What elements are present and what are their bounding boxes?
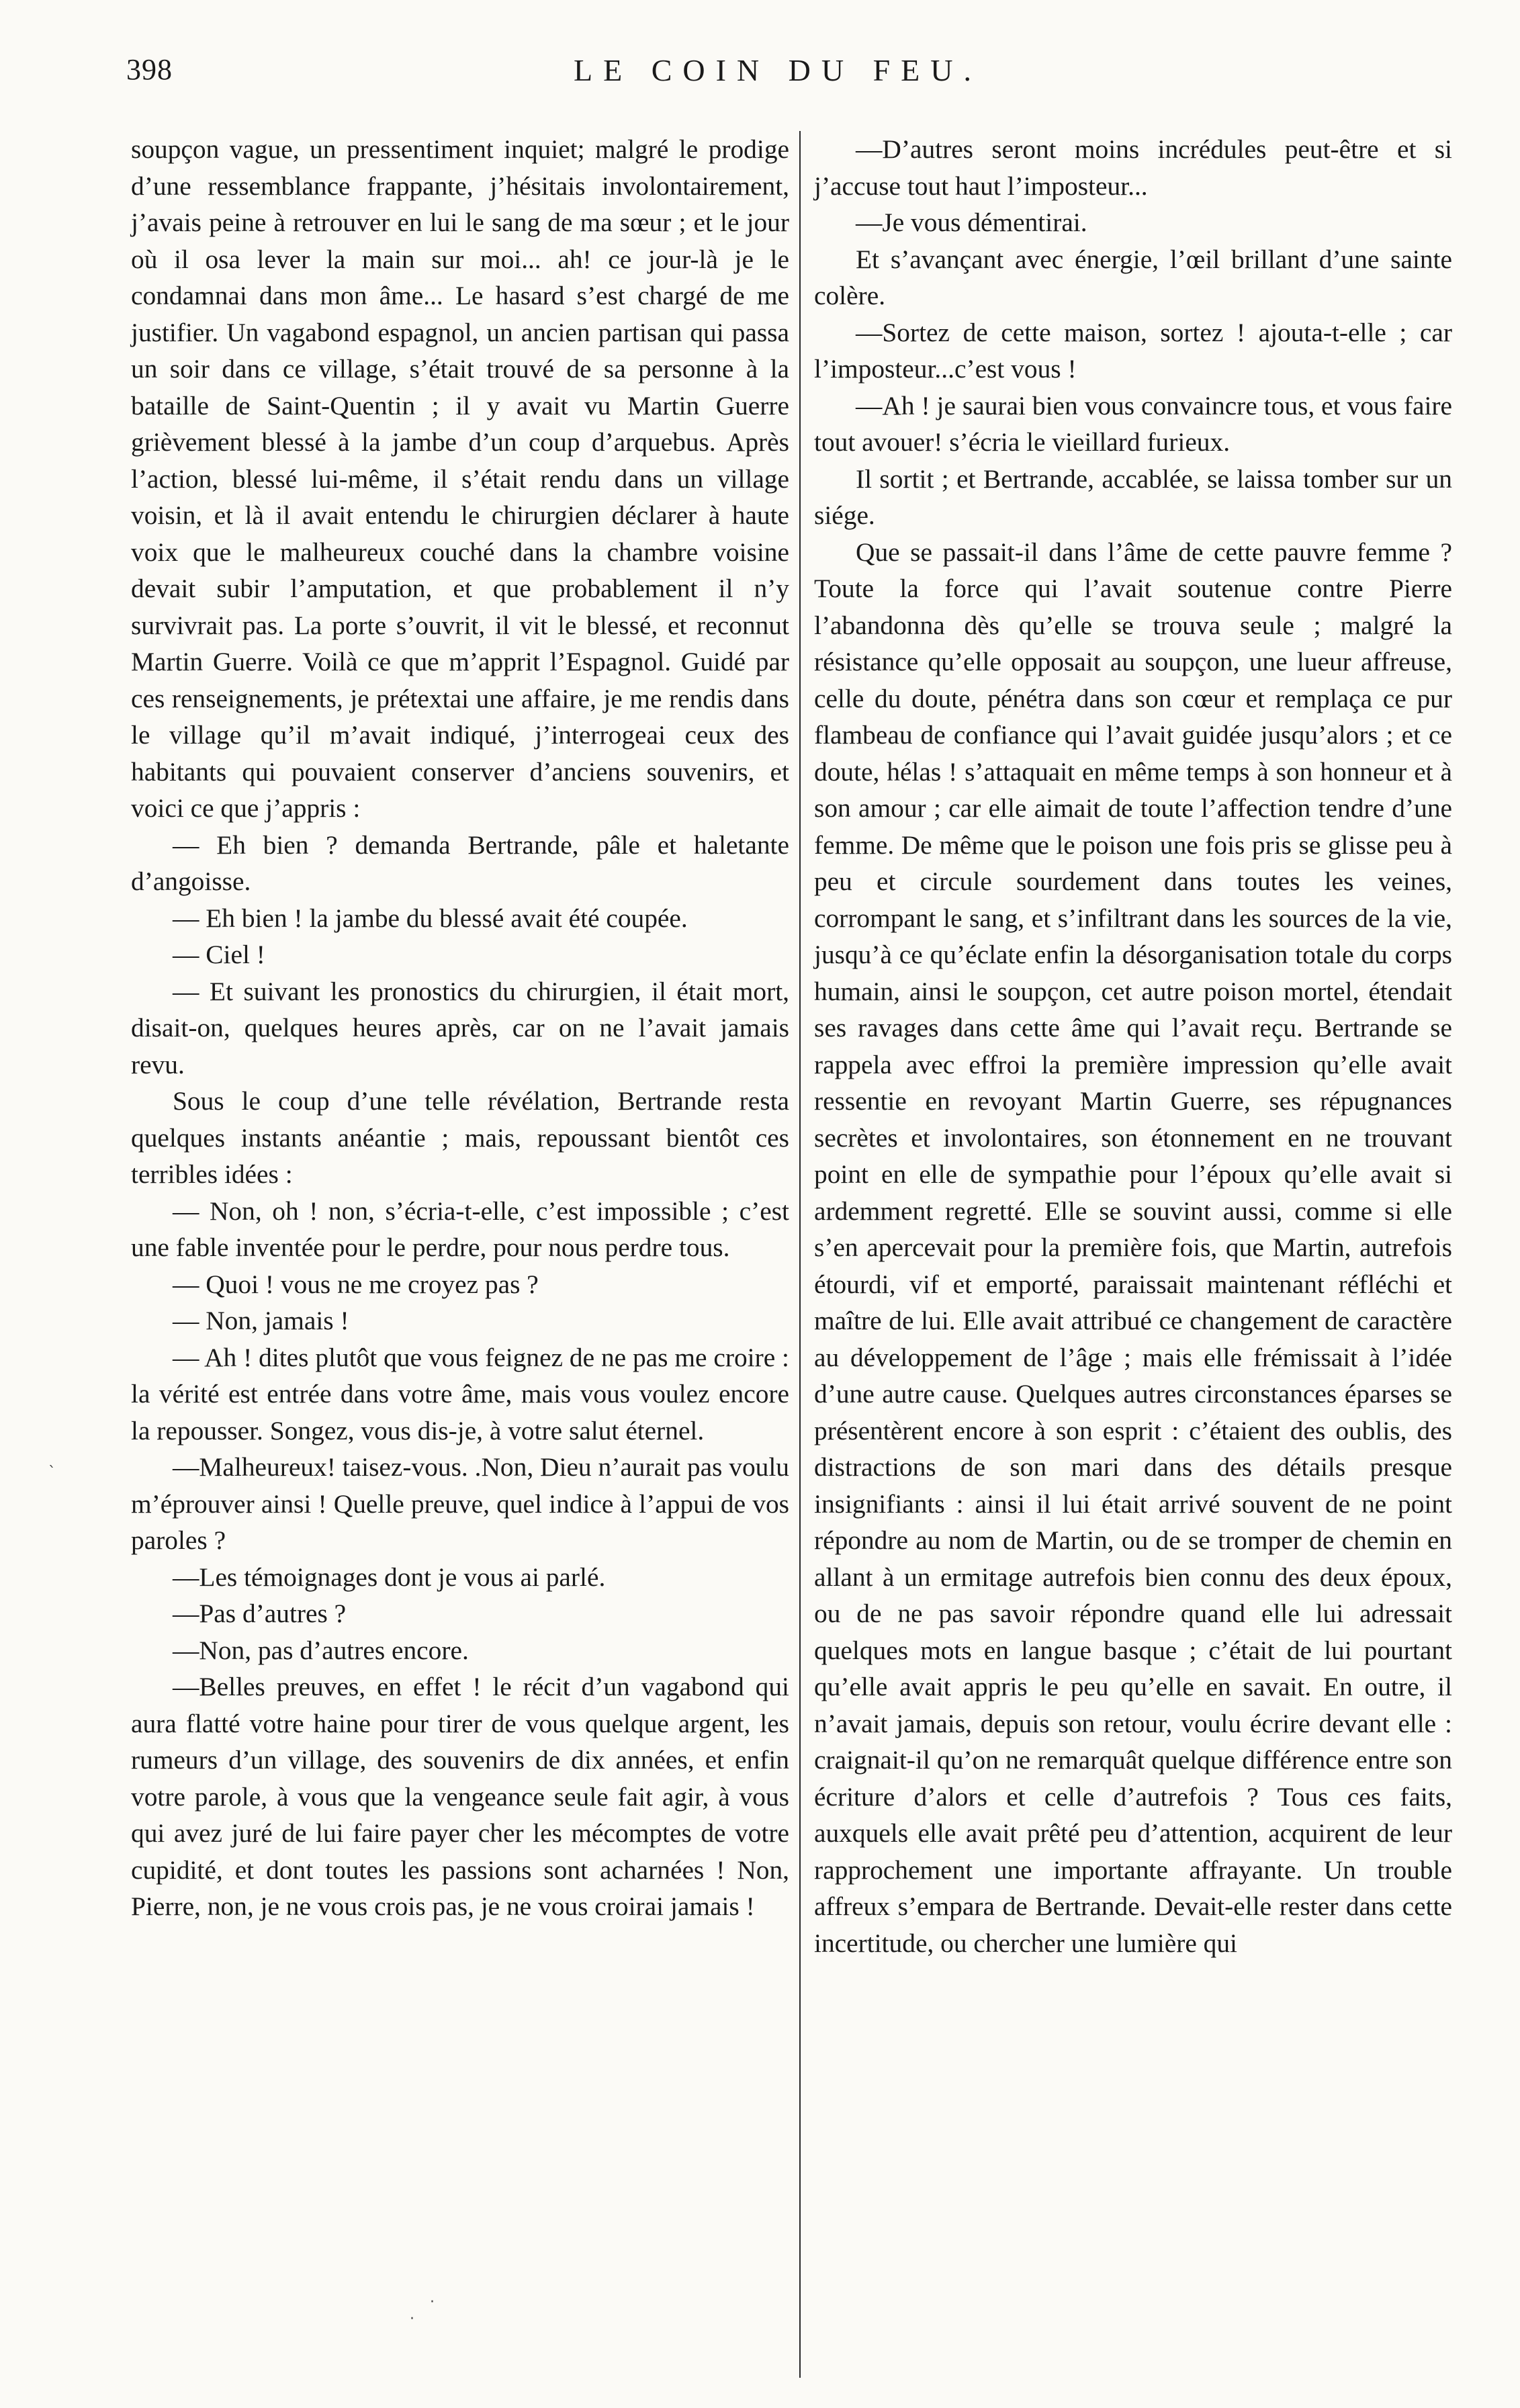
ink-speck: ·	[430, 2294, 435, 2311]
paragraph: — Quoi ! vous ne me croyez pas ?	[173, 1269, 539, 1299]
paragraph: —Ah ! je saurai bien vous convaincre tous, et vous faire tout avouer! s’écria le vieillard furieux.	[814, 390, 1452, 457]
paragraph: —Je vous démentirai.	[856, 208, 1087, 237]
column-divider	[799, 131, 801, 2378]
paragraph: Que se passait-il dans l’âme de cette pauvre femme ? Toute la force qui l’avait soutenue contre Pierre l’abandonna dès qu’elle se trouva seule ; malgré la résistance qu’elle opposait au soupçon, une lueur affreuse, celle du doute, pénétra dans son cœur et remplaça ce pur flambeau de confiance qui l’avait guidée jusqu’alors ; et ce doute, hélas ! s’attaquait en même temps à son honneur et à son amour ; car elle aimait de toute l’affection tendre d’une femme. De même que le poison une fois pris se glisse peu à peu et circule sourdement dans toutes les veines, corrompant le sang, et s’infiltrant dans les sources de la vie, jusqu’à ce qu’éclate enfin la désorganisation totale du corps humain, ainsi le soupçon, cet autre poison mortel, étendait ses ravages dans cette âme qui l’avait reçu. Bertrande se rappela avec effroi la première impression qu’elle avait ressentie en revoyant Martin Guerre, ses répugnances secrètes et involontaires, son étonnement en ne trouvant point en elle de sympathie pour l’époux qu’elle avait si ardemment regretté. Elle se souvint aussi, comme si elle s’en apercevait pour la première fois, que Martin, autrefois étourdi, vif et emporté, paraissait maintenant réfléchi et maître de lui. Elle avait attribué ce changement de caractère au développement de l’âge ; mais elle frémissait à l’idée d’une autre cause. Quelques autres circonstances éparses se présentèrent encore à son esprit : c’étaient des oublis, des distractions de son mari dans des détails presque insignifiants : ainsi il lui était arrivé souvent de ne point répondre au nom de Martin, ou de se tromper de chemin en allant à un ermitage autrefois bien connu des deux époux, ou de ne pas savoir répondre quand elle lui adressait quelques mots en langue basque ; c’était de lui pourtant qu’elle avait appris le peu qu’elle en savait. En outre, il n’avait jamais, depuis son retour, voulu écrire devant elle : craignait-il qu’on ne remarquât quelque différence entre son écriture d’alors et celle d’autrefois ? Tous ces faits, auxquels elle avait prêté peu d’attention, acquirent de leur rapprochement une importante affrayante. Un trouble affreux s’empara de Bertrande. Devait-elle rester dans cette incertitude, ou chercher une lumière qui	[814, 537, 1452, 1958]
paragraph: —Non, pas d’autres encore.	[173, 1635, 469, 1665]
paragraph: —Sortez de cette maison, sortez ! ajouta-t-elle ; car l’imposteur...c’est vous !	[814, 317, 1452, 384]
paragraph: — Ah ! dites plutôt que vous feignez de ne pas me croire : la vérité est entrée dans votre âme, mais vous voulez encore la repousser. Songez, vous dis-je, à votre salut éternel.	[131, 1342, 789, 1445]
paragraph: —Pas d’autres ?	[173, 1599, 347, 1628]
paragraph: — Et suivant les pronostics du chirurgien, il était mort, disait-on, quelques heures après, car on ne l’avait jamais revu.	[131, 976, 789, 1079]
right-column	[814, 131, 1452, 1961]
paragraph: Sous le coup d’une telle révélation, Bertrande resta quelques instants anéantie ; mais, repoussant bientôt ces terribles idées :	[131, 1086, 789, 1189]
paragraph: —Malheureux! taisez-vous. .Non, Dieu n’aurait pas voulu m’éprouver ainsi ! Quelle preuve, quel indice à l’appui de vos paroles ?	[131, 1452, 789, 1555]
page-header	[126, 52, 1429, 99]
paragraph: —D’autres seront moins incrédules peut-être et si j’accuse tout haut l’imposteur...	[814, 134, 1452, 201]
paragraph: soupçon vague, un pressentiment inquiet; malgré le prodige d’une ressemblance frappante, j’hésitais involontairement, j’avais peine à retrouver en lui le sang de ma sœur ; et le jour où il osa lever la main sur moi... ah! ce jour-là je le condamnai dans mon âme... Le hasard s’est chargé de me justifier. Un vagabond espagnol, un ancien partisan qui passa un soir dans ce village, s’était trouvé de sa personne à la bataille de Saint-Quentin ; il y avait vu Martin Guerre grièvement blessé à la jambe d’un coup d’arquebus. Après l’action, blessé lui-même, il s’était rendu dans un village voisin, et là il avait entendu le chirurgien déclarer à haute voix que le malheureux couché dans la chambre voisine devait subir l’amputation, et que probablement il n’y survivrait pas. La porte s’ouvrit, il vit le blessé, et reconnut Martin Guerre. Voilà ce que m’apprit l’Espagnol. Guidé par ces renseignements, je prétextai une affaire, je me rendis dans le village qu’il m’avait indiqué, j’interrogeai ceux des habitants qui pouvaient conserver d’anciens souvenirs, et voici ce que j’appris :	[131, 134, 789, 823]
paragraph: —Belles preuves, en effet ! le récit d’un vagabond qui aura flatté votre haine pour tirer de vous quelque argent, les rumeurs d’un village, des souvenirs de dix années, et enfin votre parole, à vous que la vengeance seule fait agir, à vous qui avez juré de lui faire payer cher les mécomptes de votre cupidité, et dont toutes les passions sont acharnées ! Non, Pierre, non, je ne vous crois pas, je ne vous croirai jamais !	[131, 1672, 789, 1921]
paragraph: — Eh bien ! la jambe du blessé avait été coupée.	[173, 903, 688, 933]
margin-mark: ˋ	[48, 1464, 56, 1481]
ink-speck: ·	[410, 2311, 414, 2327]
paragraph: —Les témoignages dont je vous ai parlé.	[173, 1562, 606, 1592]
page-number: 398	[126, 53, 173, 86]
left-column	[131, 131, 789, 1925]
paragraph: — Eh bien ? demanda Bertrande, pâle et haletante d’angoisse.	[131, 830, 789, 896]
paragraph: — Ciel !	[173, 940, 265, 969]
paragraph: Et s’avançant avec énergie, l’œil brillant d’une sainte colère.	[814, 244, 1452, 310]
paragraph: — Non, jamais !	[173, 1306, 349, 1335]
paragraph: — Non, oh ! non, s’écria-t-elle, c’est impossible ; c’est une fable inventée pour le perdre, pour nous perdre tous.	[131, 1196, 789, 1262]
running-title: LE COIN DU FEU.	[574, 53, 982, 87]
paragraph: Il sortit ; et Bertrande, accablée, se laissa tomber sur un siége.	[814, 463, 1452, 530]
